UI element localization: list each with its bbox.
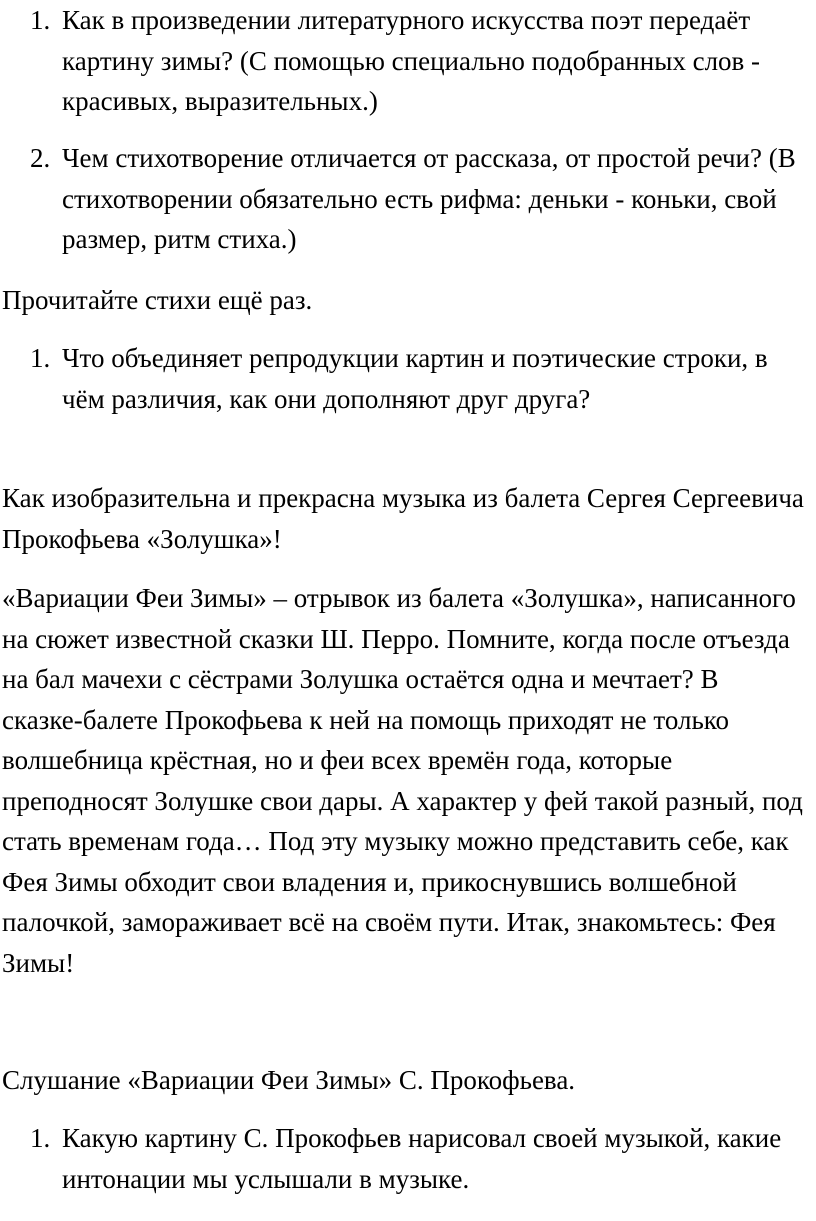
list-item-number: 1. (30, 1123, 51, 1153)
list-item-text: Чем стихотворение отличается от рассказа, от простой речи? (В стихотворении обязательно есть рифма: деньки - коньки, свой размер, ритм стиха.) (62, 143, 796, 254)
list-item-text: Что объединяет репродукции картин и поэтические строки, в чём различия, как они дополняют друг друга? (62, 343, 768, 414)
list-item (0, 338, 816, 419)
list-item (0, 1118, 816, 1199)
paragraph-variations: «Вариации Феи Зимы» – отрывок из балета «Золушка», написанного на сюжет известной сказки Ш. Перро. Помните, когда после отъезда на бал мачехи с сёстрами Золушка остаётся одна и мечтает? В сказке-балете Прокофьева к ней на помощь приходят не только волшебница крёстная, но и феи всех времён года, которые преподносят Золушке свои дары. А характер у фей такой разный, под стать временам года… Под эту музыку можно представить себе, как Фея Зимы обходит свои владения и, прикоснувшись волшебной палочкой, замораживает всё на своём пути. Итак, знакомьтесь: Фея Зимы! (2, 583, 803, 978)
paragraph-music: Как изобразительна и прекрасна музыка из балета Сергея Сергеевича Прокофьева «Золушка»! (2, 483, 804, 554)
list-item-number: 2. (30, 143, 51, 173)
list-item-number: 1. (30, 343, 51, 373)
list-item-text: Как в произведении литературного искусства поэт передаёт картину зимы? (С помощью специально подобранных слов - красивых, выразительных.) (62, 5, 761, 116)
list-item (0, 0, 816, 122)
paragraph-listening: Слушание «Вариации Феи Зимы» С. Прокофьева. (2, 1065, 576, 1095)
list-item-number: 1. (30, 5, 51, 35)
list-item-text: Какую картину С. Прокофьев нарисовал своей музыкой, какие интонации мы услышали в музыке. (62, 1123, 782, 1194)
list-item (0, 138, 816, 260)
paragraph-reread: Прочитайте стихи ещё раз. (2, 285, 313, 315)
